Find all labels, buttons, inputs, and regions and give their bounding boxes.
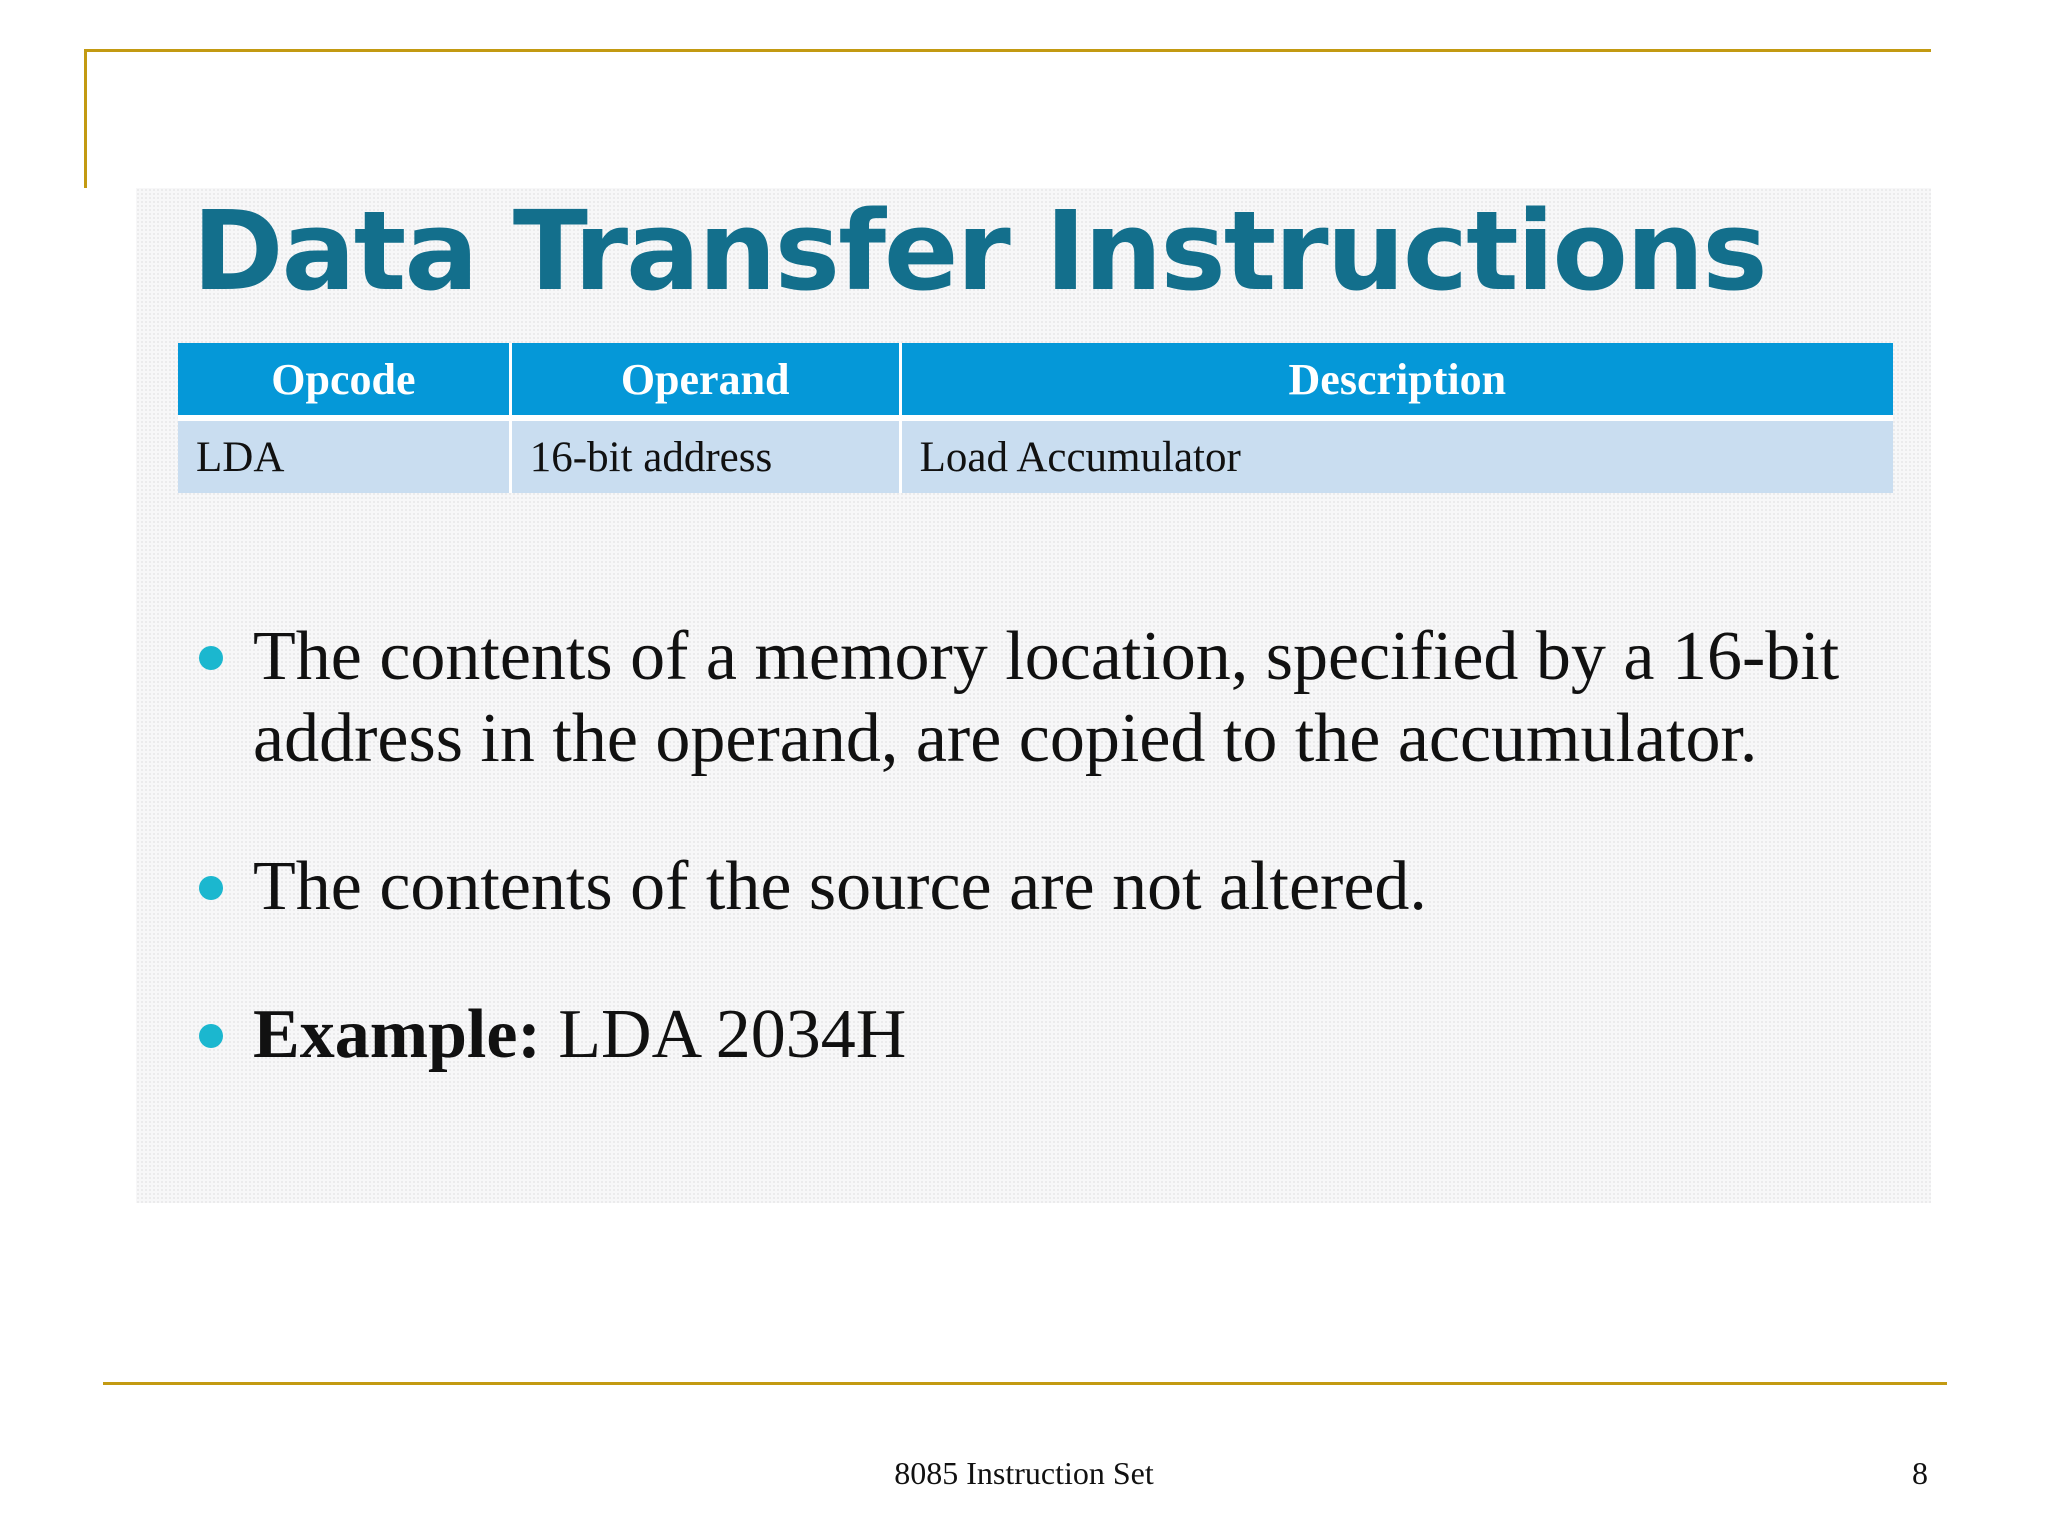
bullet-dot-icon — [199, 876, 223, 900]
slide-title: Data Transfer Instructions — [192, 187, 1766, 315]
bullet-dot-icon — [199, 646, 223, 670]
bullet-text: The contents of a memory location, specified by a 16-bit address in the operand, are copied to the accumulator. — [253, 618, 1840, 777]
bullet-item-example — [196, 994, 1896, 1076]
footer-text: 8085 Instruction Set — [894, 1455, 1154, 1491]
column-header-operand: Operand — [510, 343, 900, 418]
instruction-table — [178, 343, 1893, 493]
slide-content — [136, 188, 1931, 1203]
page-number: 8 — [1912, 1455, 1928, 1491]
bullet-item — [196, 616, 1896, 780]
bullet-text: The contents of the source are not altered. — [253, 848, 1427, 925]
frame-top-line — [84, 49, 1931, 52]
example-label: Example: — [253, 996, 541, 1073]
column-header-opcode: Opcode — [178, 343, 510, 418]
example-text: LDA 2034H — [540, 996, 907, 1073]
bullet-item — [196, 846, 1896, 928]
table-row — [178, 418, 1893, 493]
cell-opcode: LDA — [178, 418, 510, 493]
frame-left-line — [84, 49, 87, 188]
frame-bottom-line — [103, 1382, 1947, 1385]
table-header-row — [178, 343, 1893, 418]
cell-operand: 16-bit address — [510, 418, 900, 493]
bullet-dot-icon — [199, 1024, 223, 1048]
column-header-description: Description — [900, 343, 1893, 418]
bullet-list — [196, 616, 1896, 1142]
cell-description: Load Accumulator — [900, 418, 1893, 493]
